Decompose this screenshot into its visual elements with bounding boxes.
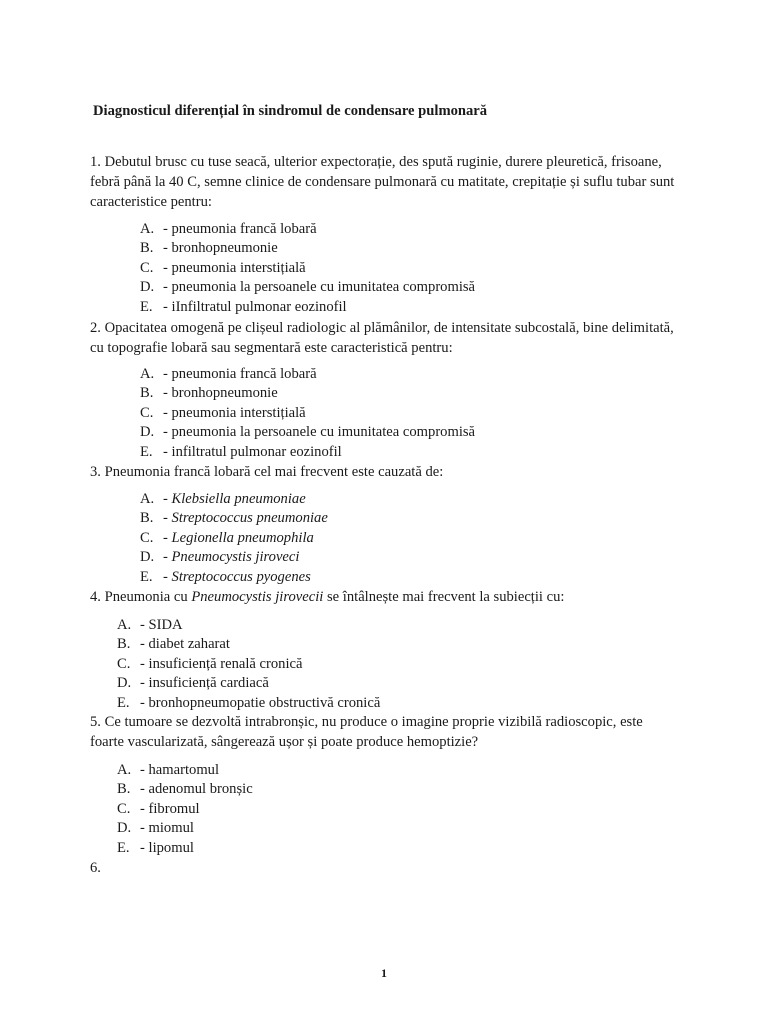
option-letter: B. (140, 510, 154, 527)
stem-text: 4. Pneumonia cu (90, 589, 192, 605)
question-6-number: 6. (90, 860, 101, 876)
question-4-options (117, 616, 380, 713)
option-letter: C. (140, 259, 154, 276)
question-4-option-a (117, 616, 380, 635)
question-5-option-e (117, 839, 253, 858)
question-2-stem: 2. Opacitatea omogenă pe clișeul radiologic al plămânilor, de intensitate subcostală, bine delimitată, cu topografie lobară sau segmentară este caracteristică pentru: (90, 320, 674, 356)
option-text: - insuficiență cardiacă (140, 675, 269, 692)
option-text: - hamartomul (140, 762, 220, 778)
option-letter: A. (117, 762, 132, 778)
option-organism: Klebsiella pneumoniae (171, 491, 306, 507)
question-2-option-e (140, 443, 475, 462)
question-1-options (140, 220, 475, 317)
option-letter: E. (117, 839, 130, 856)
question-2-option-a (140, 365, 475, 384)
stem-text: se întâlnește mai frecvent la subiecții cu: (323, 589, 565, 605)
question-2-option-c (140, 404, 475, 423)
option-organism: Legionella pneumophila (171, 529, 314, 546)
option-text: - miomul (140, 820, 194, 837)
option-letter: D. (117, 675, 132, 692)
question-4-option-e (117, 694, 380, 713)
option-text: - adenomul bronșic (140, 781, 253, 798)
page-number: 1 (381, 966, 387, 980)
question-2-options (140, 365, 475, 462)
question-3-option-d (140, 548, 328, 567)
option-text: - bronhopneumonie (163, 240, 278, 257)
option-letter: D. (140, 279, 155, 296)
question-3-option-b (140, 509, 328, 528)
option-letter: E. (140, 298, 153, 315)
option-letter: C. (117, 800, 131, 817)
question-5-options (117, 761, 253, 858)
option-text: - insuficiență renală cronică (140, 655, 303, 672)
option-letter: A. (117, 617, 132, 633)
question-5-option-b (117, 780, 253, 799)
option-letter: E. (140, 443, 153, 460)
option-text: - lipomul (140, 839, 194, 856)
document-title: Diagnosticul diferențial în sindromul de condensare pulmonară (93, 103, 488, 119)
option-organism: Pneumocystis jiroveci (171, 549, 300, 566)
option-letter: E. (140, 568, 153, 585)
option-text: - iInfiltratul pulmonar eozinofil (163, 298, 347, 315)
option-letter: B. (140, 385, 154, 402)
option-text (163, 529, 314, 548)
question-1-option-b (140, 239, 475, 258)
option-text: - SIDA (140, 617, 183, 633)
question-1-option-c (140, 259, 475, 278)
option-text (163, 548, 299, 567)
question-4-option-b (117, 635, 380, 654)
question-4-option-c (117, 655, 380, 674)
question-2-option-b (140, 384, 475, 403)
option-text: - bronhopneumopatie obstructivă cronică (140, 694, 381, 711)
option-letter: B. (117, 636, 131, 653)
option-dash: - (163, 491, 172, 507)
option-text: - bronhopneumonie (163, 385, 278, 402)
question-3-option-e (140, 568, 328, 587)
question-4-stem (90, 587, 680, 607)
option-text: - diabet zaharat (140, 636, 230, 653)
option-text: - infiltratul pulmonar eozinofil (163, 443, 342, 460)
option-letter: A. (140, 221, 155, 237)
option-letter: D. (140, 424, 155, 441)
question-1-option-e (140, 298, 475, 317)
option-letter: B. (140, 240, 154, 257)
option-text: - pneumonia interstițială (163, 259, 306, 276)
option-dash: - (163, 529, 172, 546)
option-dash: - (163, 568, 172, 585)
option-text (163, 509, 328, 528)
option-organism: Streptococcus pneumoniae (171, 510, 328, 527)
option-text: - fibromul (140, 800, 200, 817)
question-3-stem: 3. Pneumonia francă lobară cel mai frecvent este cauzată de: (90, 464, 444, 480)
question-4-option-d (117, 674, 380, 693)
question-2-option-d (140, 423, 475, 442)
question-1-option-a (140, 220, 475, 239)
option-letter: C. (140, 404, 154, 421)
option-letter: A. (140, 491, 155, 507)
option-letter: B. (117, 781, 131, 798)
question-3-option-a (140, 490, 328, 509)
question-5-stem: 5. Ce tumoare se dezvoltă intrabronșic, nu produce o imagine proprie vizibilă radioscopic, este foarte vascularizată, sângerează ușor și poate produce hemoptizie? (90, 714, 643, 750)
option-letter: E. (117, 694, 130, 711)
question-5-option-d (117, 819, 253, 838)
option-letter: D. (117, 820, 132, 837)
option-dash: - (163, 549, 172, 566)
option-dash: - (163, 510, 172, 527)
option-text: - pneumonia interstițială (163, 404, 306, 421)
question-5-option-a (117, 761, 253, 780)
question-5-option-c (117, 800, 253, 819)
option-letter: C. (117, 655, 131, 672)
option-text: - pneumonia la persoanele cu imunitatea compromisă (163, 424, 476, 441)
stem-organism: Pneumocystis jirovecii (191, 589, 324, 605)
option-letter: D. (140, 549, 155, 566)
question-1-stem: 1. Debutul brusc cu tuse seacă, ulterior expectorație, des spută ruginie, durere pleuretică, frisoane, febră până la 40 C, semne clinice de condensare pulmonară cu matitate, crepitație și suflu tubar sunt caracteristice pentru: (90, 154, 675, 210)
option-organism: Streptococcus pyogenes (171, 568, 311, 585)
question-3-options (140, 490, 328, 587)
option-text: - pneumonia francă lobară (163, 366, 317, 382)
question-1-option-d (140, 278, 475, 297)
option-text: - pneumonia la persoanele cu imunitatea compromisă (163, 279, 476, 296)
option-text: - pneumonia francă lobară (163, 221, 317, 237)
option-letter: A. (140, 366, 155, 382)
option-letter: C. (140, 529, 154, 546)
option-text (163, 568, 311, 587)
question-3-option-c (140, 529, 328, 548)
option-text (163, 490, 306, 509)
